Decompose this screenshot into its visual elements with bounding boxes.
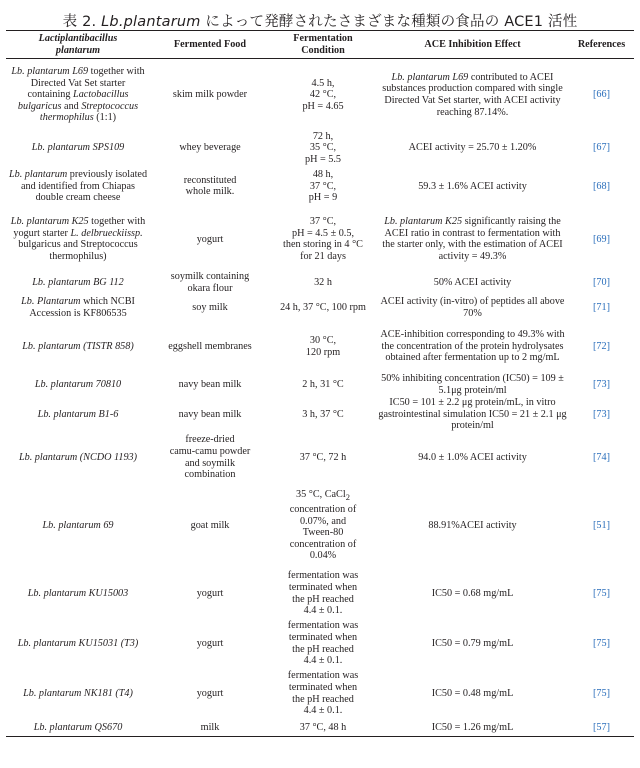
header-organism-line2: plantarum [55, 44, 101, 56]
cell-fermentation-condition: 30 °C, 120 rpm [305, 335, 341, 358]
cell-fermented-food: reconstituted whole milk. [183, 174, 237, 198]
cell-ace-inhibition-effect: IC50 = 0.48 mg/mL [431, 687, 514, 699]
table-row [6, 295, 634, 321]
cell-ace-inhibition-effect: IC50 = 0.79 mg/mL [431, 637, 514, 649]
cell-reference[interactable]: [75] [593, 587, 610, 599]
cell-fermented-food: navy bean milk [178, 378, 242, 390]
cell-reference[interactable]: [70] [593, 277, 610, 289]
cell-reference[interactable]: [74] [593, 451, 610, 463]
cell-fermented-food: goat milk [190, 519, 230, 531]
cell-organism: Lb. plantarum KU15031 (T3) [17, 637, 139, 649]
cell-fermentation-condition: 72 h, 35 °C, pH = 5.5 [304, 130, 342, 165]
cell-organism: Lb. plantarum QS670 [33, 721, 123, 733]
cell-ace-inhibition-effect: Lb. plantarum L69 contributed to ACEI substances production compared with single Directed Vat Set starter, with ACEI activity reaching 87.14%. [382, 71, 563, 118]
table-row [6, 131, 634, 166]
cell-ace-inhibition-effect: 94.0 ± 1.0% ACEI activity [418, 451, 527, 463]
cell-reference[interactable]: [66] [593, 89, 610, 101]
cell-ace-inhibition-effect: 59.3 ± 1.6% ACEI activity [418, 180, 527, 192]
cell-reference[interactable]: [75] [593, 687, 610, 699]
cell-reference[interactable]: [73] [593, 408, 610, 420]
cell-reference[interactable]: [72] [593, 340, 610, 352]
cell-ace-inhibition-effect: 88.91%ACEI activity [428, 519, 517, 531]
table-caption [6, 0, 634, 30]
cell-organism: Lb. plantarum L69 together with Directed Vat Set starter containing Lactobacillus bulgaricus and Streptococcus thermophilus (1:1) [11, 65, 145, 124]
cell-fermentation-condition: fermentation was terminated when the pH reached 4.4 ± 0.1. [287, 570, 359, 617]
table-row [6, 59, 634, 131]
cell-fermentation-condition: 24 h, 37 °C, 100 rpm [280, 301, 366, 313]
cell-ace-inhibition-effect: IC50 = 1.26 mg/mL [431, 721, 514, 733]
cell-fermented-food: whey beverage [179, 142, 241, 154]
cell-reference[interactable]: [71] [593, 301, 610, 313]
table-row [6, 165, 634, 207]
cell-ace-inhibition-effect: 50% ACEI activity [433, 277, 512, 289]
header-organism-line1: Lactiplantibacillus [38, 33, 118, 44]
cell-fermented-food: soy milk [192, 301, 228, 313]
cell-organism: Lb. Plantarum which NCBI Accession is KF806535 [21, 296, 135, 319]
cell-fermented-food: yogurt [196, 637, 224, 649]
cell-reference[interactable]: [69] [593, 233, 610, 245]
table-row [6, 271, 634, 294]
cell-fermentation-condition: fermentation was terminated when the pH reached 4.4 ± 0.1. [287, 670, 359, 717]
ace-inhibition-table [6, 30, 634, 737]
cell-reference[interactable]: [73] [593, 378, 610, 390]
table-row [6, 397, 634, 433]
cell-ace-inhibition-effect: IC50 = 0.68 mg/mL [431, 587, 514, 599]
cell-fermented-food: yogurt [196, 687, 224, 699]
table-row [6, 569, 634, 619]
cell-fermented-food: soymilk containing okara flour [170, 271, 250, 295]
cell-ace-inhibition-effect: IC50 = 101 ± 2.2 μg protein/mL, in vitro gastrointestinal simulation IC50 = 21 ± 2.1 μg protein/ml [378, 397, 567, 432]
caption-species: Lb.plantarum [101, 14, 201, 30]
cell-fermented-food: eggshell membranes [168, 340, 252, 352]
table-row [6, 373, 634, 397]
cell-organism: Lb. plantarum previously isolated and identified from Chiapas double cream cheese [8, 169, 148, 204]
cell-fermentation-condition: 37 °C, 48 h [299, 721, 347, 733]
cell-fermented-food: yogurt [196, 233, 224, 245]
table-row [6, 207, 634, 271]
cell-organism: Lb. plantarum K25 together with yogurt starter L. delbrueckiissp. bulgaricus and Streptococcus thermophilus) [10, 216, 146, 263]
header-ace-inhibition-effect: ACE Inhibition Effect [424, 38, 521, 50]
cell-reference[interactable]: [57] [593, 721, 610, 733]
table-row [6, 619, 634, 669]
cell-reference[interactable]: [67] [593, 142, 610, 154]
cell-organism: Lb. plantarum BG 112 [32, 277, 124, 289]
header-organism [6, 31, 150, 59]
cell-organism: Lb. plantarum NK181 (T4) [23, 687, 133, 699]
cell-fermented-food: skim milk powder [172, 89, 248, 101]
cell-fermentation-condition: 32 h [314, 277, 332, 289]
header-fermentation-condition: Fermentation Condition [293, 33, 353, 56]
table-row [6, 433, 634, 483]
header-fermented-food: Fermented Food [173, 38, 247, 50]
cell-ace-inhibition-effect: Lb. plantarum K25 significantly raising the ACEI ratio in contrast to fermentation with the starter only, with the estimation of ACEI activity = 49.3% [382, 216, 563, 263]
cell-organism: Lb. plantarum KU15003 [27, 587, 129, 599]
cell-fermentation-condition: fermentation was terminated when the pH reached 4.4 ± 0.1. [287, 620, 359, 667]
caption-suffix: によって発酵されたさまざまな種類の食品の ACE1 活性 [200, 14, 578, 30]
cell-organism: Lb. plantarum 70810 [34, 378, 122, 390]
caption-prefix: 表 2. [62, 14, 102, 30]
cell-reference[interactable]: [75] [593, 637, 610, 649]
cell-organism: Lb. plantarum (NCDO 1193) [18, 451, 138, 463]
header-references: References [577, 38, 626, 50]
cell-fermentation-condition: 37 °C, pH = 4.5 ± 0.5, then storing in 4 °C for 21 days [283, 216, 363, 263]
cell-fermentation-condition: 4.5 h, 42 °C, pH = 4.65 [302, 77, 344, 112]
cell-fermentation-condition: 3 h, 37 °C [302, 408, 344, 420]
cell-organism: Lb. plantarum 69 [42, 519, 114, 531]
cell-ace-inhibition-effect: ACEI activity = 25.70 ± 1.20% [408, 142, 537, 154]
cell-reference[interactable]: [68] [593, 180, 610, 192]
cell-organism: Lb. plantarum B1-6 [37, 408, 119, 420]
cell-fermentation-condition: 2 h, 31 °C [302, 378, 344, 390]
cell-organism: Lb. plantarum (TISTR 858) [22, 340, 134, 352]
cell-fermented-food: freeze-dried camu-camu powder and soymilk combination [169, 434, 251, 481]
cell-ace-inhibition-effect: ACEI activity (in-vitro) of peptides all above 70% [380, 296, 565, 319]
table-body [6, 59, 634, 737]
cell-organism: Lb. plantarum SPS109 [31, 142, 125, 154]
cell-ace-inhibition-effect: 50% inhibiting concentration (IC50) = 109 ± 5.1μg protein/ml [381, 373, 564, 396]
table-row [6, 669, 634, 719]
table-row [6, 483, 634, 569]
cell-ace-inhibition-effect: ACE-inhibition corresponding to 49.3% with the concentration of the protein hydrolysates obtained after fermentation up to 2 mg/mL [380, 329, 565, 364]
table-header-row [6, 31, 634, 59]
cell-fermentation-condition: 48 h, 37 °C, pH = 9 [308, 169, 338, 204]
cell-fermentation-condition: 35 °C, CaCl$_2$ concentration of 0.07%, and Tween-80 concentration of 0.04% [289, 489, 357, 562]
cell-fermented-food: yogurt [196, 587, 224, 599]
cell-reference[interactable]: [51] [593, 519, 610, 531]
cell-fermented-food: navy bean milk [178, 408, 242, 420]
cell-fermented-food: milk [200, 721, 220, 733]
table-row [6, 321, 634, 373]
table-row [6, 719, 634, 737]
cell-fermentation-condition: 37 °C, 72 h [299, 451, 347, 463]
